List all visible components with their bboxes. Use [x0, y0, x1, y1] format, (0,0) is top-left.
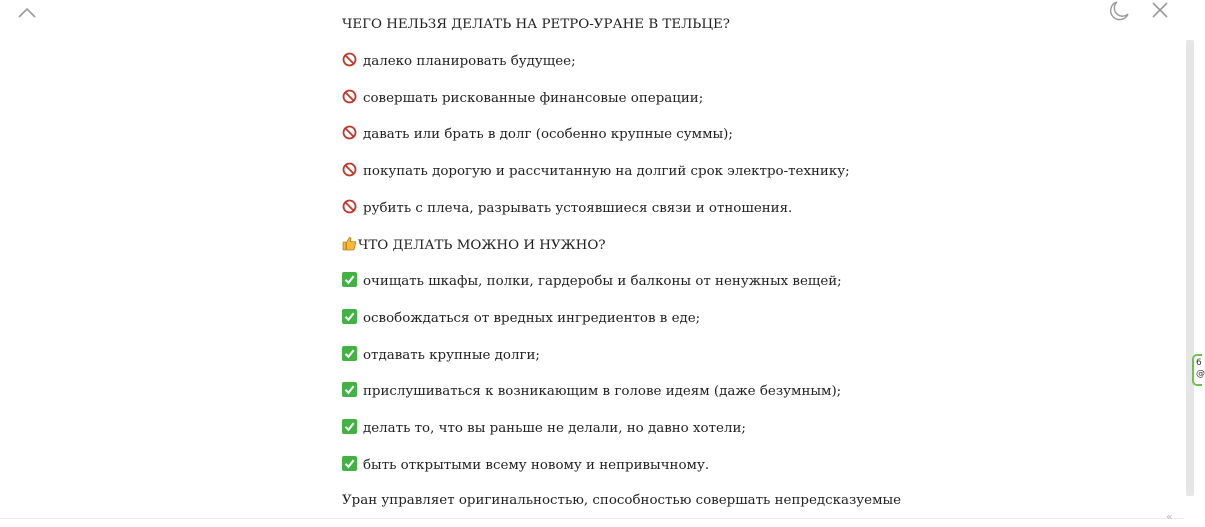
collapse-button[interactable] [16, 2, 38, 22]
scrollbar-thumb[interactable] [1186, 40, 1194, 496]
thumbs-up-icon [342, 236, 357, 251]
check-mark-icon [342, 272, 357, 287]
side-badge-line-1: 6 [1196, 358, 1202, 368]
close-icon [1150, 0, 1170, 20]
paragraph-start: Уран управляет оригинальностью, способностью совершать непредсказуемые [342, 493, 902, 508]
list-item-text: быть открытыми всему новому и непривычному. [363, 458, 710, 473]
list-item-dont [342, 52, 576, 70]
check-mark-icon [342, 346, 357, 361]
list-item-text: отдавать крупные долги; [363, 348, 540, 363]
check-mark-icon [342, 456, 357, 471]
list-item-do [342, 309, 700, 327]
heading-do [342, 236, 606, 254]
check-mark-icon [342, 382, 357, 397]
list-item-dont [342, 89, 703, 107]
prohibited-icon [342, 52, 357, 67]
list-item-do [342, 456, 709, 474]
list-item-do [342, 419, 746, 437]
list-item-text: совершать рискованные финансовые операции; [363, 91, 704, 106]
close-button[interactable] [1150, 0, 1170, 20]
list-item-text: делать то, что вы раньше не делали, но давно хотели; [363, 421, 746, 436]
prohibited-icon [342, 199, 357, 214]
list-item-text: очищать шкафы, полки, гардеробы и балконы от ненужных вещей; [363, 274, 842, 289]
check-mark-icon [342, 309, 357, 324]
list-item-dont [342, 199, 792, 217]
list-item-text: рубить с плеча, разрывать устоявшиеся связи и отношения. [363, 201, 793, 216]
side-badge-line-2: @ [1196, 369, 1205, 379]
prohibited-icon [342, 125, 357, 140]
list-item-text: прислушиваться к возникающим в голове идеям (даже безумным); [363, 384, 842, 399]
list-item-text: давать или брать в долг (особенно крупные суммы); [363, 127, 733, 142]
moon-icon [1108, 0, 1130, 22]
prohibited-icon [342, 89, 357, 104]
expand-panel-button[interactable]: « [1166, 510, 1172, 523]
list-item-dont [342, 125, 733, 143]
list-item-text: освобождаться от вредных ингредиентов в еде; [363, 311, 701, 326]
side-widget-badge[interactable] [1192, 354, 1205, 386]
clipped-next-line [342, 519, 742, 527]
list-item-do [342, 382, 841, 400]
night-mode-button[interactable] [1108, 0, 1130, 22]
list-item-dont [342, 162, 850, 180]
prohibited-icon [342, 162, 357, 177]
scrollbar[interactable] [1184, 22, 1196, 512]
chevron-up-icon [16, 2, 38, 22]
heading-dont: ЧЕГО НЕЛЬЗЯ ДЕЛАТЬ НА РЕТРО-УРАНЕ В ТЕЛЬЦЕ? [342, 17, 730, 32]
list-item-text: покупать дорогую и рассчитанную на долгий срок электро-технику; [363, 164, 850, 179]
check-mark-icon [342, 419, 357, 434]
list-item-do [342, 272, 842, 290]
list-item-do [342, 346, 540, 364]
heading-do-text: ЧТО ДЕЛАТЬ МОЖНО И НУЖНО? [358, 238, 606, 253]
list-item-text: далеко планировать будущее; [363, 54, 576, 69]
